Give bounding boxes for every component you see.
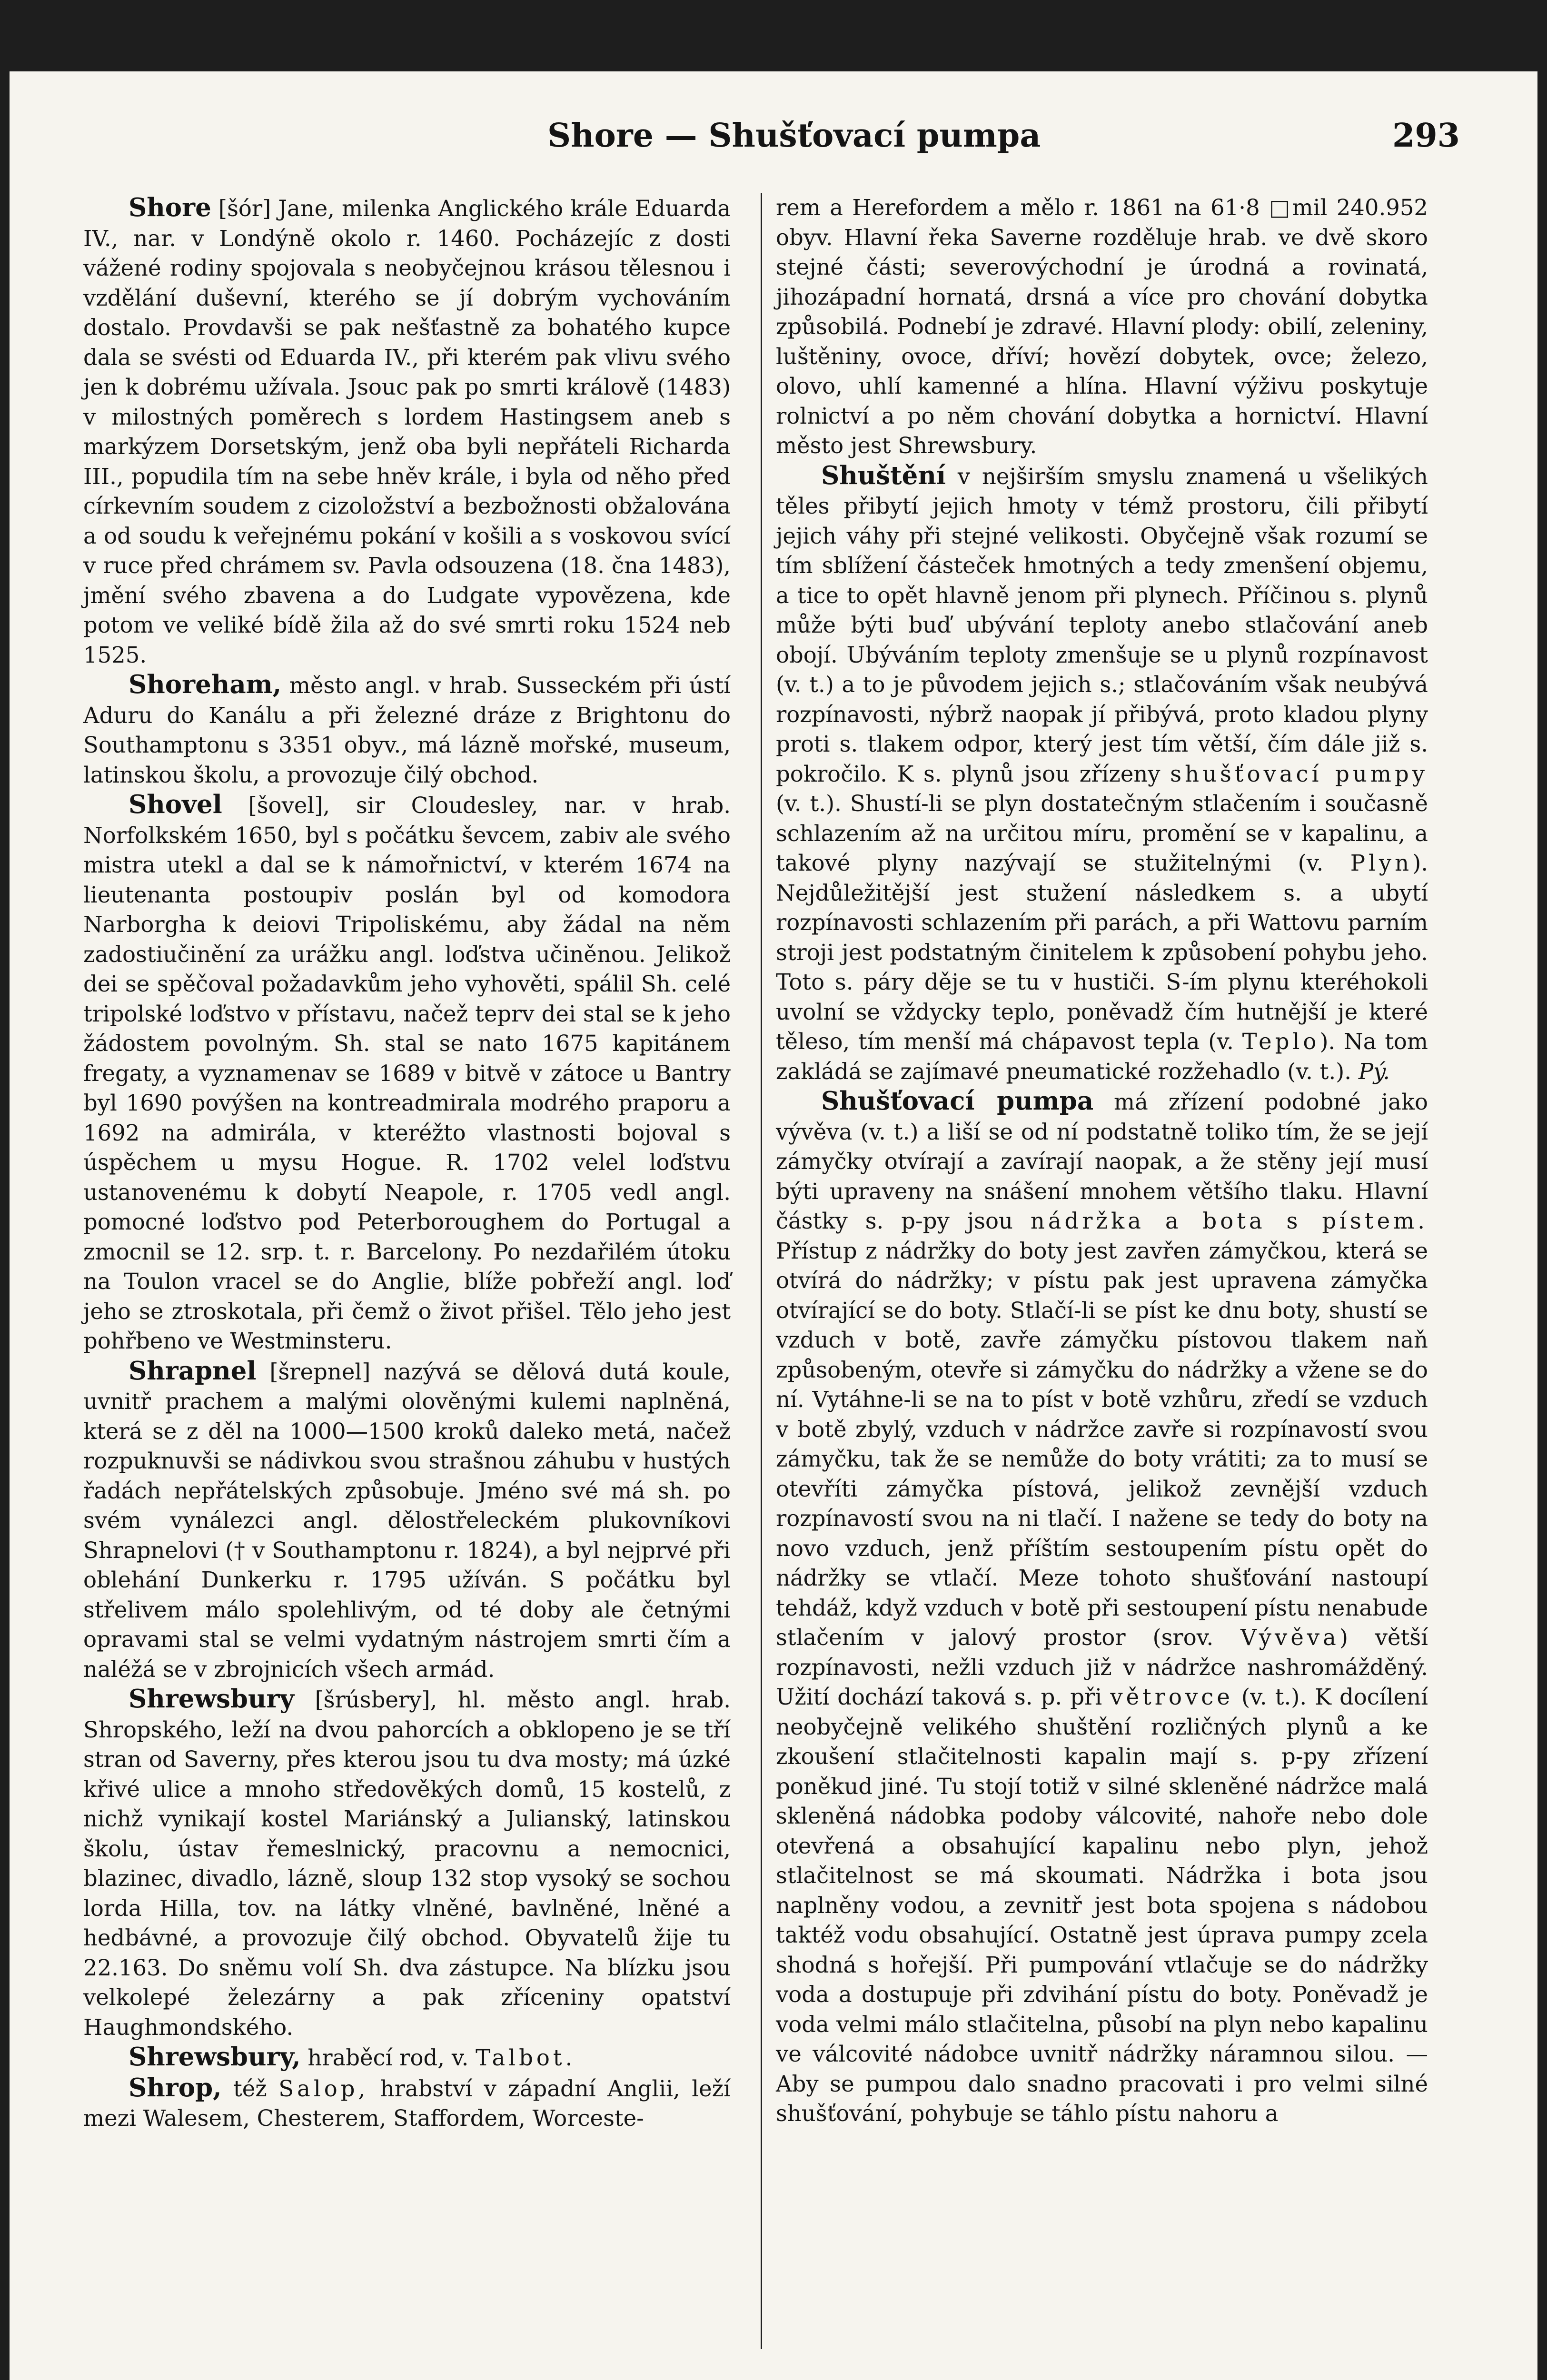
entry-shrop-continued — [776, 193, 1428, 461]
entry-text-pumpa-3: ) větší rozpínavosti, nežli vzduch již v nádržce nashromážděný. Užití dochází taková s. p. při — [776, 1625, 1428, 1710]
headword-shrewsbury-family: Shrewsbury, — [129, 2042, 301, 2072]
entry-shrewsbury-family — [83, 2042, 731, 2073]
entry-text-shrop-prefix: též — [233, 2075, 267, 2102]
headword-shrewsbury: Shrewsbury — [129, 1684, 295, 1714]
cross-ref-plyn: Plyn — [1350, 850, 1413, 876]
headword-shustovaci-pumpa: Shušťovací pumpa — [821, 1086, 1094, 1116]
cross-ref-vyveva: Vývěva — [1240, 1625, 1339, 1650]
cross-ref-talbot: Talbot. — [476, 2045, 576, 2071]
entry-text-shrop: hrabství v západní Anglii, leží mezi Walesem, Chesterem, Staffordem, Worceste- — [83, 2075, 731, 2131]
entry-text-shusteni-3: ). Nejdůležitější jest stužení následkem s. a ubytí rozpínavosti schlazením při parách, a při Wattovu parním stroji jest podstatným činitelem k způsobení pohybu jeho. Toto s. páry děje se tu v hustiči. S-ím plynu kteréhokoli uvolní se vždycky teplo, poněvadž čím hutnější je které těleso, tím menší má chápavost tepla (v. — [776, 850, 1428, 1054]
spaced-term-shustovaci-pumpy: shušťovací pumpy — [1170, 761, 1428, 787]
cross-ref-teplo: Teplo — [1242, 1029, 1320, 1054]
page-number: 293 — [1392, 117, 1460, 155]
entry-text-shusteni-4: ). Na tom zakládá se zajímavé pneumatické rozžehadlo (v. t.). — [776, 1029, 1428, 1084]
entry-text-pumpa: má zřízení podobné jako vývěva (v. t.) a liší se od ní podstatně toliko tím, že se její zámyčky otvírají a zavírají naopak, a že stěny její musí býti upraveny na snášení mnohem většího tlaku. Hlavní částky s. p-py jsou — [776, 1089, 1428, 1234]
alt-name-salop: Salop, — [278, 2075, 369, 2102]
running-header — [10, 117, 1537, 169]
entry-text-shore: [šór] Jane, milenka Anglického krále Eduarda IV., nar. v Londýně okolo r. 1460. Pocházejíc z dosti vážené rodiny spojovala s neobyčejnou krásou tělesnou i vzdělání duševní, kterého se jí dobrým vychováním dostalo. Provdavši se pak nešťastně za bohatého kupce dala se svésti od Eduarda IV., při kterém pak vlivu svého jen k dobrému užívala. Jsouc pak po smrti králově (1483) v milostných poměrech s lordem Hastingsem aneb s markýzem Dorsetským, jenž oba byli nepřáteli Richarda III., popudila tím na sebe hněv krále, i byla od něho před církevním soudem z cizoložství a bezbožnosti obžalována a od soudu k veřejnému pokání v košili a s voskovou svící v ruce před chrámem sv. Pavla odsouzena (18. čna 1483), jmění svého zbavena a do Ludgate vypovězena, kde potom ve veliké bídě žila až do své smrti roku 1524 neb 1525. — [83, 196, 731, 668]
cross-ref-vetrovce: větrovce — [1110, 1684, 1233, 1710]
headword-shrapnel: Shrapnel — [129, 1356, 257, 1386]
left-column — [83, 193, 731, 2133]
entry-shovel — [83, 790, 731, 1356]
headword-shore: Shore — [129, 193, 211, 222]
entry-shusteni — [776, 461, 1428, 1087]
entry-text-shusteni-2: (v. t.). Shustí-li se plyn dostatečným stlačením i současně schlazením až na určitou míru, promění se v kapalinu, a takové plyny nazývají se stužitelnými (v. — [776, 791, 1428, 876]
entry-text-shoreham: město angl. v hrab. Susseckém při ústí Aduru do Kanálu a při železné dráze z Brightonu do Southamptonu s 3351 obyv., má lázně mořské, museum, latinskou školu, a provozuje čilý obchod. — [83, 673, 731, 788]
entry-shrewsbury — [83, 1684, 731, 2042]
headword-shoreham: Shoreham, — [129, 670, 282, 699]
spaced-term-nadrzka: nádržka a bota s pístem. — [1030, 1208, 1428, 1234]
entry-text-shrewsbury: [šrúsbery], hl. město angl. hrab. Shropského, leží na dvou pahorcích a obklopeno je se tří stran od Saverny, přes kterou jsou tu dva mosty; má úzké křivé ulice a mnoho středověkých domů, 15 kostelů, z nichž vynikají kostel Mariánský a Julianský, latinskou školu, ústav řemeslnický, pracovnu a nemocnici, blazinec, divadlo, lázně, sloup 132 stop vysoký se sochou lorda Hilla, tov. na látky vlněné, bavlněné, lněné a hedbávné, a provozuje čilý obchod. Obyvatelů žije tu 22.163. Do sněmu volí Sh. dva zástupce. Na blízku jsou velkolepé železárny a pak zříceniny opatství Haughmondského. — [83, 1687, 731, 2040]
headword-shrop: Shrop, — [129, 2073, 222, 2102]
entry-shoreham — [83, 670, 731, 790]
column-divider — [761, 193, 762, 2349]
entry-shore — [83, 193, 731, 670]
entry-text-shrapnel: [šrepnel] nazývá se dělová dutá koule, uvnitř prachem a malými olověnými kulemi naplněná, která se z děl na 1000—1500 kroků daleko metá, načež rozpuknuvši se nádivkou svou strašnou záhubu v hustých řadách nepřátelských způsobuje. Jméno své má sh. po svém vynálezci angl. dělostřeleckém plukovníkovi Shrapnelovi († v Southamptonu r. 1824), a byl nejprvé při oblehání Dunkerku r. 1795 užíván. S počátku byl střelivem málo spolehlivým, od té doby ale četnými opravami stal se velmi vydatným nástrojem smrti čím a naléžá se v zbrojnicích všech armád. — [83, 1359, 731, 1682]
entry-text-shrop-continued: rem a Herefordem a mělo r. 1861 na 61·8 □mil 240.952 obyv. Hlavní řeka Saverne rozděluje hrab. ve dvě skoro stejné části; severovýchodní je úrodná a rovinatá, jihozápadní hornatá, drsná a více pro chování dobytka způsobilá. Podnebí je zdravé. Hlavní plody: obilí, zeleniny, luštěniny, ovoce, dříví; hovězí dobytek, ovce; železo, olovo, uhlí kamenné a hlína. Hlavní výživu poskytuje rolnictví a po něm chování dobytka a hornictví. Hlavní město jest Shrewsbury. — [776, 195, 1428, 458]
entry-text-pumpa-4: (v. t.). K docílení neobyčejně velikého shuštění rozličných plynů a ke zkoušení stlačitelnosti kapalin mají s. p-py zřízení poněkud jiné. Tu stojí totiž v silné skleněné nádržce malá skleněná nádobka podoby válcovité, nahoře nebo dole otevřená a obsahující kapalinu nebo plyn, jehož stlačitelnost se má skoumati. Nádržka i bota jsou naplněny vodou, a zevnitř jest bota spojena s nádobou taktéž vodu obsahující. Ostatně jest úprava pumpy zcela shodná s hořejší. Při pumpování vtlačuje se do nádržky voda a dostupuje při zdvihání pístu do boty. Poněvadž je voda velmi málo stlačitelna, působí na plyn nebo kapalinu ve válcovité nádobce uvnitř nádržky náramnou silou. — Aby se pumpou dalo snadno pracovati i pro velmi silné shušťování, pohybuje se táhlo pístu nahoru a — [776, 1684, 1428, 2126]
right-column — [776, 193, 1428, 2129]
entry-text-shovel: [šovel], sir Cloudesley, nar. v hrab. Norfolkském 1650, byl s počátku ševcem, zabiv ale svého mistra utekl a dal se k námořnictví, v kterém 1674 na lieutenanta postoupiv poslán byl od komodora Narborgha k deiovi Tripoliskému, aby žádal na něm zadostiučinění za urážku angl. loďstva učiněnou. Jelikož dei se spěčoval požadavkům jeho vyhověti, spálil Sh. celé tripolské loďstvo v přístavu, načež teprv dei stal se k jeho žádostem povolným. Sh. stal se nato 1675 kapitánem fregaty, a vyznamenav se 1689 v bitvě v zátoce u Bantry byl 1690 povýšen na kontreadmirala modrého praporu a 1692 na admirála, v kteréžto vlastnosti bojoval s úspěchem u mysu Hogue. R. 1702 velel loďstvu ustanovenému k dobytí Neapole, r. 1705 vedl angl. pomocné loďstvo pod Peterboroughem do Portugal a zmocnil se 12. srp. t. r. Barcelony. Po nezdařilém útoku na Toulon vracel se do Anglie, blíže pobřeží angl. loď jeho se ztroskotala, při čemž o život přišel. Tělo jeho jest pohřbeno ve Westminsteru. — [83, 793, 731, 1354]
headword-shovel: Shovel — [129, 790, 222, 819]
book-page — [10, 71, 1537, 2380]
entry-text-shrewsbury-family: hraběcí rod, v. — [307, 2045, 469, 2071]
entry-shustovaci-pumpa — [776, 1086, 1428, 2129]
entry-text-shusteni: v nejširším smyslu znamená u všelikých těles přibytí jejich hmoty v témž prostoru, čili přibytí jejich váhy při stejné velikosti. Obyčejně však rozumí se tím sblížení částeček hmotných a tedy zmenšení objemu, a tice to opět hlavně jenom při plynech. Příčinou s. plynů může býti buď ubývání teploty anebo stlačování aneb obojí. Ubýváním teploty zmenšuje se u plynů rozpínavost (v. t.) a to je původem jejich s.; stlačováním však neubývá rozpínavosti, nýbrž naopak jí přibývá, proto kladou plyny proti s. tlakem odpor, který jest tím větší, čím dále již s. pokročilo. K s. plynů jsou zřízeny — [776, 463, 1428, 787]
headword-shusteni: Shuštění — [821, 460, 946, 490]
entry-shrapnel — [83, 1356, 731, 1685]
author-signature: Pý. — [1358, 1058, 1390, 1084]
entry-shrop — [83, 2073, 731, 2133]
entry-text-pumpa-2: Přístup z nádržky do boty jest zavřen zámyčkou, která se otvírá do nádržky; v pístu pak jest upravena zámyčka otvírající se do boty. Stlačí-li se píst ke dnu boty, shustí se vzduch v botě, zavře zámyčku pístovou tlakem naň způsobeným, otevře si zámyčku do nádržky a vžene se do ní. Vytáhne-li se na to píst v botě vzhůru, zředí se vzduch v botě zbylý, vzduch v nádržce zavře si rozpínavostí svou zámyčku, tak že se nemůže do boty vrátiti; za to musí se otevříti zámyčka pístová, jelikož zevnější vzduch rozpínavostí svou na ni tlačí. I nažene se tedy do boty na novo vzduch, jenž příštím sestoupením pístu opět do nádržky se vtlačí. Meze tohoto shušťování nastoupí tehdáž, když vzduch v botě při sestoupení pístu nenabude stlačením v jalový prostor (srov. — [776, 1238, 1428, 1650]
header-title: Shore — Shušťovací pumpa — [547, 117, 1041, 155]
